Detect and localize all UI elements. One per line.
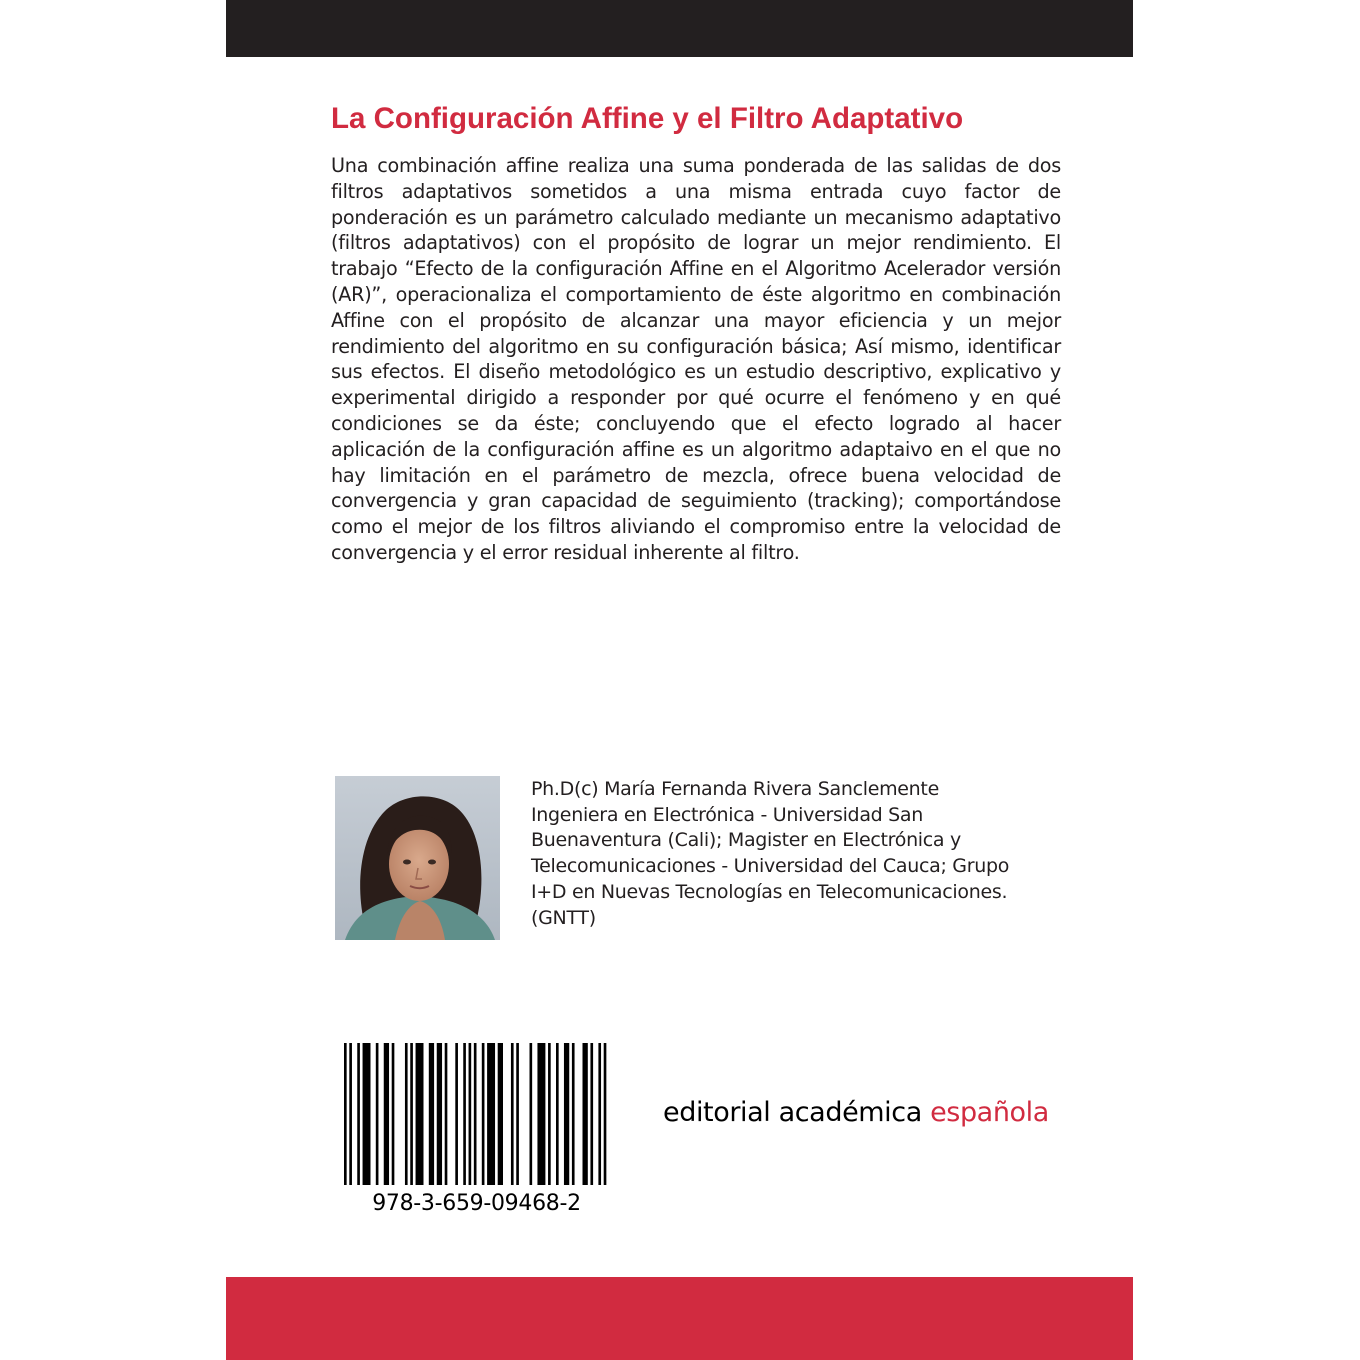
barcode-bar — [392, 1043, 395, 1185]
barcode-bar — [548, 1043, 551, 1185]
book-synopsis: Una combinación affine realiza una suma ponderada de las salidas de dos filtros adaptativos sometidos a una misma entrada cuyo factor de ponderación es un parámetro calculado mediante un mecanismo adaptativo (filtros adaptativos) con el propósito de lograr un mejor rendimiento. El trabajo “Efecto de la configuración Affine en el Algoritmo Acelerador versión (AR)”, operacionaliza el comportamiento de éste algoritmo en combinación Affine con el propósito de alcanzar una mayor eficiencia y un mejor rendimiento del algoritmo en su configuración básica; Así mismo, identificar sus efectos. El diseño metodológico es un estudio descriptivo, explicativo y experimental dirigido a responder por qué ocurre el fenómeno y en qué condiciones se da éste; concluyendo que el efecto logrado al hacer aplicación de la configuración affine es un algoritmo adaptaivo en el que no hay limitación en el parámetro de mezcla, ofrece buena velocidad de convergencia y gran capacidad de seguimiento (tracking); comportándose como el mejor de los filtros aliviando el compromiso entre la velocidad de convergencia y el error residual inherente al filtro. — [331, 154, 1061, 564]
author-bio-line: I+D en Nuevas Tecnologías en Telecomunicaciones. — [531, 880, 1008, 903]
barcode-bar — [516, 1043, 519, 1185]
publisher-name-part2: española — [930, 1097, 1049, 1128]
barcode-bar — [344, 1043, 347, 1185]
barcode-bar — [416, 1043, 424, 1185]
top-color-band — [226, 0, 1133, 57]
barcode-bar — [474, 1043, 477, 1185]
barcode-bar — [590, 1043, 593, 1185]
barcode-bar — [572, 1043, 575, 1185]
author-bio-line: Ph.D(c) María Fernanda Rivera Sanclemente — [531, 778, 939, 800]
barcode-bar — [410, 1043, 413, 1185]
barcode-bar — [349, 1043, 352, 1185]
barcode-bar — [437, 1043, 442, 1185]
barcode-bar — [455, 1043, 458, 1185]
barcode-bar — [556, 1043, 559, 1185]
bottom-color-band — [226, 1277, 1133, 1360]
barcode-bar — [598, 1043, 601, 1185]
author-bio-line: Ingeniera en Electrónica - Universidad San — [531, 803, 924, 826]
barcode-bar — [498, 1043, 503, 1185]
barcode-bar — [445, 1043, 448, 1185]
publisher-name-part1: editorial académica — [663, 1097, 931, 1128]
isbn-number: 978-3-659-09468-2 — [372, 1191, 581, 1216]
barcode-bar — [363, 1043, 371, 1185]
barcode-bar — [376, 1043, 379, 1185]
barcode-bar — [469, 1043, 472, 1185]
isbn-barcode — [344, 1043, 609, 1185]
barcode-bar — [583, 1043, 588, 1185]
author-bio-line: (GNTT) — [531, 906, 596, 929]
barcode-bar — [564, 1043, 569, 1185]
barcode-bar — [463, 1043, 466, 1185]
barcode-bar — [429, 1043, 434, 1185]
barcode-bar — [604, 1043, 607, 1185]
book-back-cover — [226, 0, 1133, 1360]
author-bio-line: Telecomunicaciones - Universidad del Cauca; Grupo — [531, 855, 1010, 878]
barcode-bar — [384, 1043, 389, 1185]
barcode-bar — [482, 1043, 485, 1185]
publisher-logo — [663, 1094, 1063, 1132]
book-title: La Configuración Affine y el Filtro Adaptativo — [331, 102, 964, 135]
author-photo — [335, 776, 500, 940]
barcode-bar — [487, 1043, 495, 1185]
barcode-bar — [357, 1043, 360, 1185]
barcode-bar — [405, 1043, 408, 1185]
author-bio — [531, 777, 1061, 931]
barcode-bar — [530, 1043, 533, 1185]
author-bio-line: Buenaventura (Cali); Magister en Electrónica y — [531, 829, 961, 852]
barcode-bar — [537, 1043, 545, 1185]
barcode-bar — [511, 1043, 514, 1185]
